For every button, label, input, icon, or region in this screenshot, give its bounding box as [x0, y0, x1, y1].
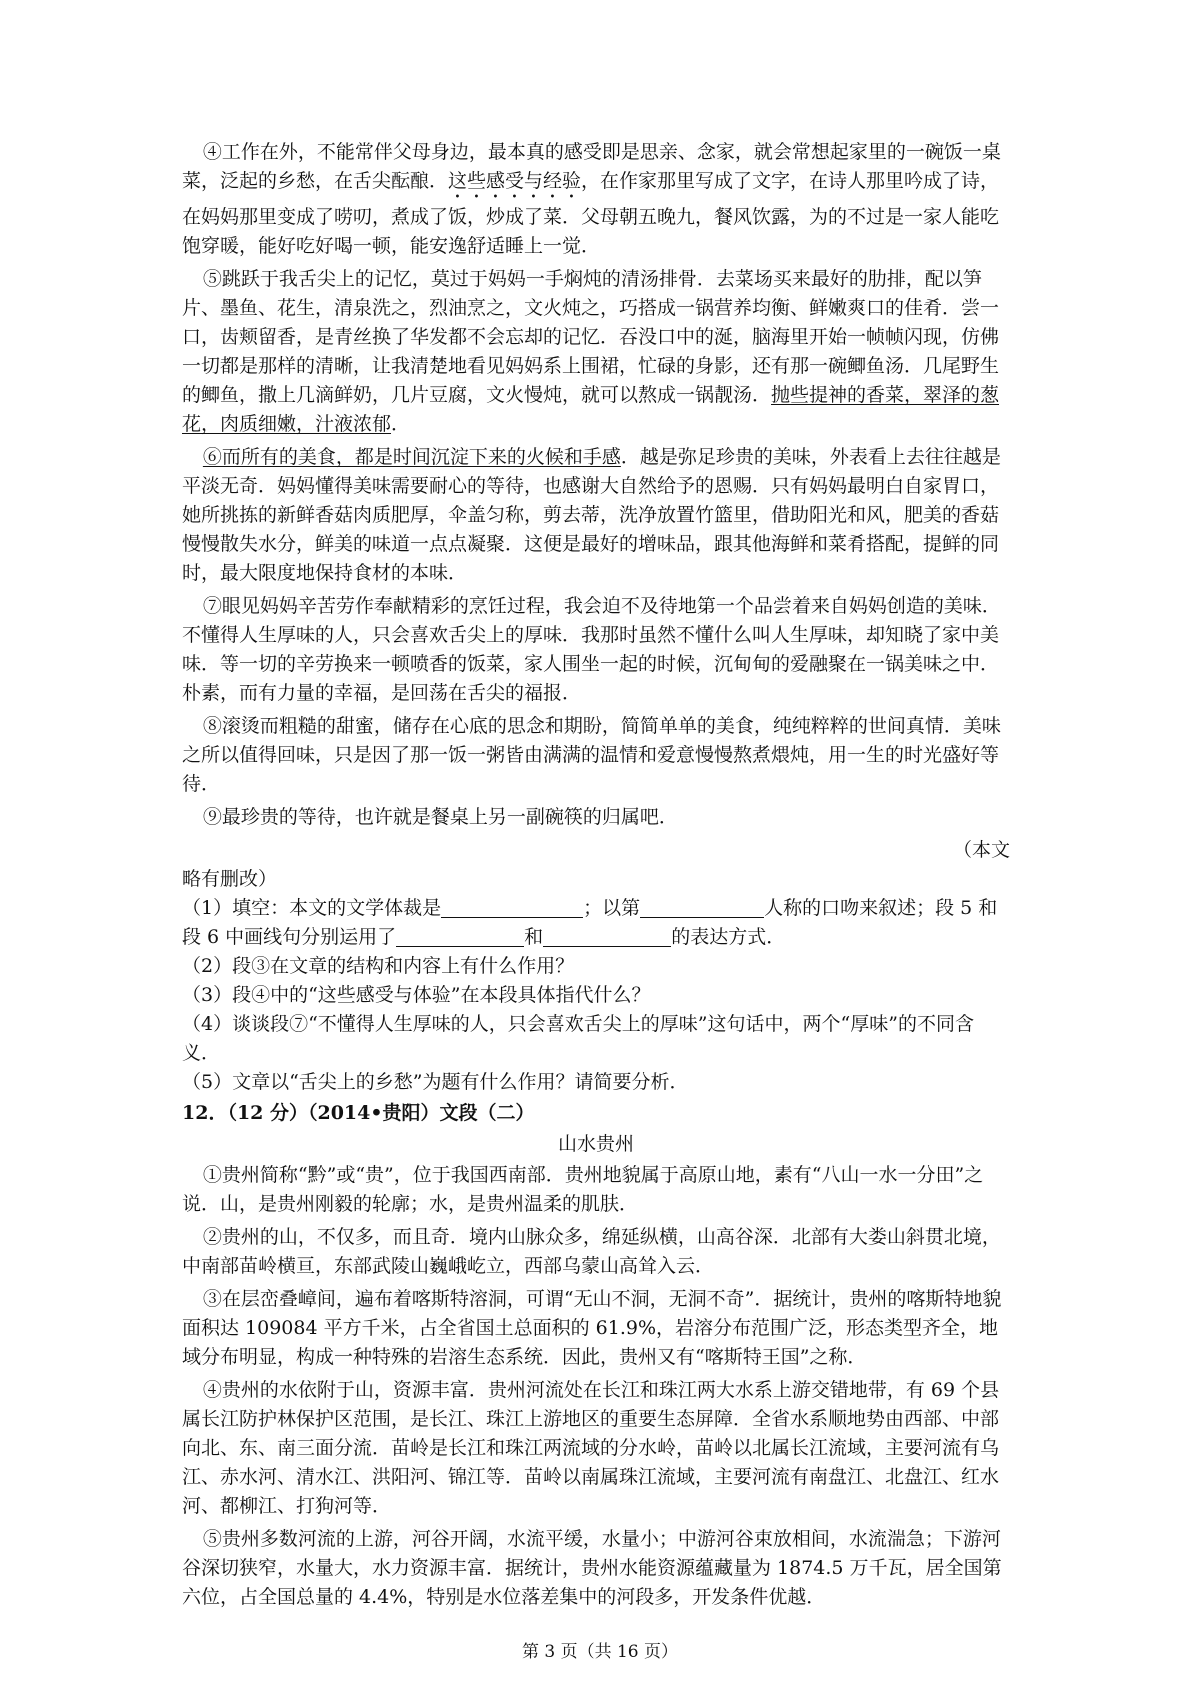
passage-2-paragraph-1: ①贵州简称“黔”或“贵”，位于我国西南部．贵州地貌属于高原山地，素有“八山一水一分田”之说．山，是贵州刚毅的轮廓；水，是贵州温柔的肌肤． — [182, 1164, 984, 1215]
passage-2-paragraph-5: ⑤贵州多数河流的上游，河谷开阔，水流平缓，水量小；中游河谷束放相间，水流湍急；下游河谷深切狭窄，水量大，水力资源丰富．据统计，贵州水能资源蕴藏量为 1874.5 万千瓦，居全国第六位，占全国总量的 4.4%，特别是水位落差集中的河段多，开发条件优越． — [182, 1528, 1002, 1608]
passage-2-paragraph-2: ②贵州的山，不仅多，而且奇．境内山脉众多，绵延纵横，山高谷深．北部有大娄山斜贯北境，中南部苗岭横亘，东部武陵山巍峨屹立，西部乌蒙山高耸入云． — [182, 1226, 1001, 1277]
paragraph-9: ⑨最珍贵的等待，也许就是餐桌上另一副碗筷的归属吧． — [202, 806, 678, 828]
paragraph-4-text-b: ，在作家那里写成了文字，在诗人那里吟成了诗，在妈妈那里变成了唠叨，煮成了饭，炒成了菜．父母朝五晚九，餐风饮露，为的不过是一家人能吃饱穿暖，能好吃好喝一顿，能安逸舒适睡上一觉． — [182, 170, 1000, 257]
answer-blank-expression-2[interactable] — [543, 926, 671, 947]
paragraph-5-text-b: ． — [391, 413, 411, 435]
paragraph-8: ⑧滚烫而粗糙的甜蜜，储存在心底的思念和期盼，简简单单的美食，纯纯粹粹的世间真情．美味之所以值得回味，只是因了那一饭一粥皆由满满的温情和爱意慢慢熬煮煨炖，用一生的时光盛好等待． — [182, 715, 1001, 795]
paragraph-4-text-a: ④工作在外，不能常伴父母身边，最本真的感受即是思亲、念家，就会常想起家里的一碗饭一桌菜，泛起的乡愁，在舌尖酝酿． — [182, 141, 1001, 192]
page-footer: 第 3 页（共 16 页） — [521, 1642, 679, 1662]
question-2: （2）段③在文章的结构和内容上有什么作用？ — [182, 955, 575, 977]
answer-blank-genre[interactable] — [441, 897, 583, 918]
question-1-text-d: 和 — [524, 926, 544, 948]
dotted-phrase: 这些感受与经验 — [448, 170, 582, 192]
source-note-b: 略有删改） — [182, 868, 278, 890]
paragraph-6-text-b: ．越是弥足珍贵的美味，外表看上去往往越是平淡无奇．妈妈懂得美味需要耐心的等待，也感谢大自然给予的恩赐．只有妈妈最明白自家胃口，她所挑拣的新鲜香菇肉质肥厚，伞盖匀称，剪去蒂，洗净放置竹篮里，借助阳光和风，肥美的香菇慢慢散失水分，鲜美的味道一点点凝聚．这便是最好的增味品，跟其他海鲜和菜肴搭配，提鲜的同时，最大限度地保持食材的本味． — [182, 446, 1001, 584]
paragraph-5 — [182, 265, 1010, 439]
section-12-heading: 12．（12 分）（2014•贵阳）文段（二） — [182, 1102, 535, 1124]
paragraph-6 — [182, 443, 1010, 588]
answer-blank-person[interactable] — [640, 897, 764, 918]
answer-blank-expression-1[interactable] — [396, 926, 524, 947]
passage-2-title: 山水贵州 — [557, 1133, 634, 1155]
question-1 — [182, 894, 1010, 952]
underlined-sentence-p6: ⑥而所有的美食，都是时间沉淀下来的火候和手感 — [202, 446, 621, 468]
passage-2-paragraph-4: ④贵州的水依附于山，资源丰富．贵州河流处在长江和珠江两大水系上游交错地带，有 69 个县属长江防护林保护区范围，是长江、珠江上游地区的重要生态屏障．全省水系顺地势由西部、中部向北、东、南三面分流．苗岭是长江和珠江两流域的分水岭，苗岭以北属长江流域，主要河流有乌江、赤水河、清水江、洪阳河、锦江等．苗岭以南属珠江流域，主要河流有南盘江、北盘江、红水河、都柳江、打狗河等． — [182, 1379, 1000, 1517]
question-1-text-b: ；以第 — [583, 897, 641, 919]
paragraph-5-text-a: ⑤跳跃于我舌尖上的记忆，莫过于妈妈一手焖炖的清汤排骨．去菜场买来最好的肋排，配以笋片、墨鱼、花生，清泉洗之，烈油烹之，文火炖之，巧搭成一锅营养均衡、鲜嫩爽口的佳肴．尝一口，齿颊留香，是青丝换了华发都不会忘却的记忆．吞没口中的涎，脑海里开始一帧帧闪现，仿佛一切都是那样的清晰，让我清楚地看见妈妈系上围裙，忙碌的身影，还有那一碗鲫鱼汤．几尾野生的鲫鱼，撒上几滴鲜奶，几片豆腐，文火慢炖，就可以熬成一锅靓汤． — [182, 268, 1000, 406]
question-5: （5）文章以“舌尖上的乡愁”为题有什么作用？请简要分析． — [182, 1071, 689, 1093]
question-3: （3）段④中的“这些感受与体验”在本段具体指代什么？ — [182, 984, 651, 1006]
underlined-sentence-p5: 抛些提神的香菜，翠泽的葱花，肉质细嫩，汁液浓郁 — [182, 384, 1000, 435]
question-1-text-e: 的表达方式． — [671, 926, 786, 948]
question-1-text-c: 人称的口吻来叙述；段 5 和段 6 中画线句分别运用了 — [182, 897, 998, 948]
question-1-text-a: （1）填空：本文的文学体裁是 — [182, 897, 442, 919]
source-note-a: （本文 — [952, 839, 1010, 861]
paragraph-7: ⑦眼见妈妈辛苦劳作奉献精彩的烹饪过程，我会迫不及待地第一个品尝着来自妈妈创造的美味．不懂得人生厚味的人，只会喜欢舌尖上的厚味．我那时虽然不懂什么叫人生厚味，却知晓了家中美味．等一切的辛劳换来一顿喷香的饭菜，家人围坐一起的时候，沉甸甸的爱融聚在一锅美味之中．朴素，而有力量的幸福，是回荡在舌尖的福报． — [182, 595, 1001, 704]
page-content — [182, 138, 1010, 1616]
passage-2-paragraph-3: ③在层峦叠嶂间，遍布着喀斯特溶洞，可谓“无山不洞，无洞不奇”．据统计，贵州的喀斯特地貌面积达 109084 平方千米，占全省国土总面积的 61.9%，岩溶分布范围广泛，形态类型齐全，地域分布明显，构成一种特殊的岩溶生态系统．因此，贵州又有“喀斯特王国”之称． — [182, 1288, 1002, 1368]
paragraph-4 — [182, 138, 1010, 261]
question-4: （4）谈谈段⑦“不懂得人生厚味的人，只会喜欢舌尖上的厚味”这句话中，两个“厚味”的不同含义． — [182, 1013, 974, 1064]
